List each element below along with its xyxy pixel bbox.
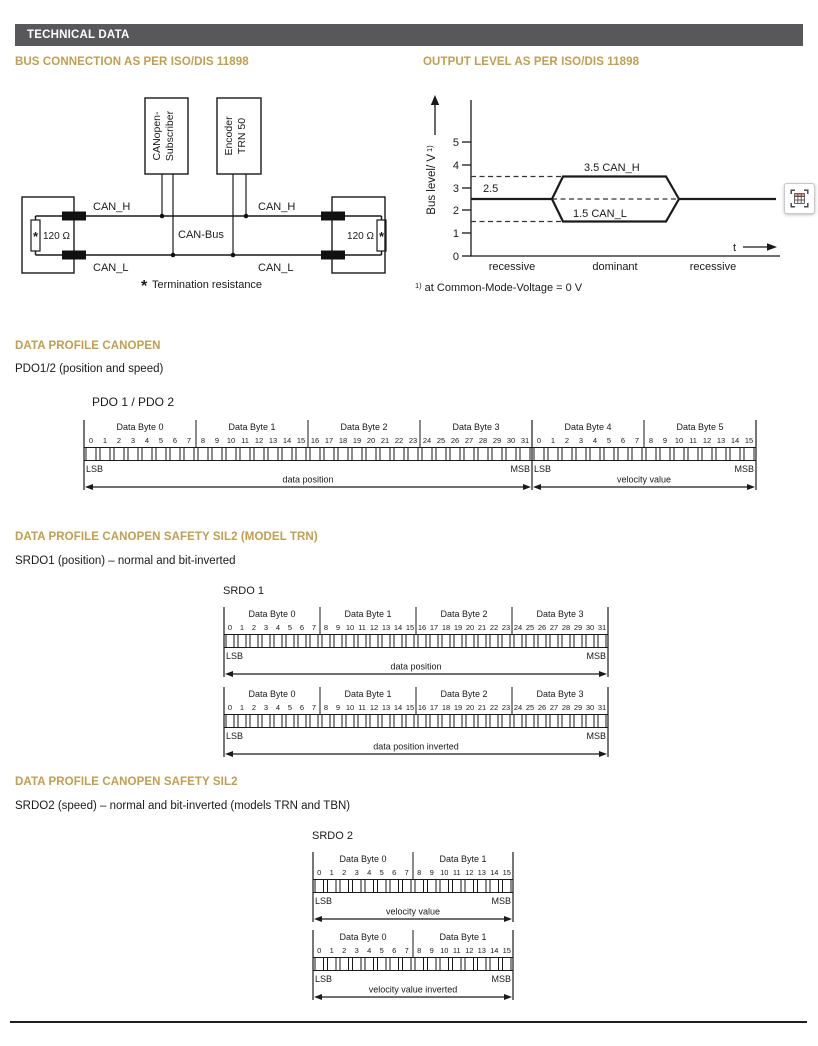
- bit-number: 2: [342, 946, 347, 955]
- lsb-label: LSB: [86, 464, 104, 474]
- bit-number: 6: [299, 703, 305, 712]
- output-level-heading: OUTPUT LEVEL AS PER ISO/DIS 11898: [423, 56, 640, 68]
- output-level-chart: [405, 85, 818, 300]
- encoder-box-label-line1: Encoder: [223, 116, 235, 156]
- srdo2-bitfield-diagram-inverted: [312, 930, 514, 1009]
- bit-number: 8: [417, 946, 422, 955]
- svg-text:dominant: dominant: [592, 261, 638, 273]
- bit-number: 1: [239, 623, 245, 632]
- bit-number: 25: [436, 436, 446, 445]
- bit-number: 6: [299, 623, 305, 632]
- bit-number: 2: [342, 868, 347, 877]
- bit-number: 13: [268, 436, 278, 445]
- recessive-level-label: 2.5: [483, 183, 499, 195]
- bit-number: 15: [405, 623, 415, 632]
- can-l-label-left: CAN_L: [93, 262, 129, 274]
- subscriber-box-label-line1: CANopen-: [151, 111, 163, 161]
- pdo-subtitle: PDO1/2 (position and speed): [15, 363, 164, 375]
- can-bus-label: CAN-Bus: [178, 229, 224, 241]
- span-label: velocity value: [616, 474, 672, 485]
- bit-number: 29: [573, 623, 583, 632]
- bit-number: 3: [578, 436, 584, 445]
- bit-number: 1: [550, 436, 556, 445]
- bit-number: 13: [381, 623, 391, 632]
- bitfield-svg: [312, 852, 514, 926]
- byte-label: Data Byte 1: [344, 689, 392, 699]
- bit-number: 8: [323, 623, 329, 632]
- bit-number: 0: [536, 436, 542, 445]
- table-capture-icon: [790, 189, 809, 208]
- bit-number: 12: [702, 436, 712, 445]
- srdo2-bitfield-diagram-normal: [312, 852, 514, 931]
- byte-label: Data Byte 1: [228, 422, 276, 432]
- bit-number: 1: [102, 436, 108, 445]
- bit-number: 4: [275, 703, 281, 712]
- byte-label: Data Byte 0: [339, 854, 387, 864]
- bit-number: 11: [452, 946, 461, 955]
- bit-number: 8: [200, 436, 206, 445]
- bit-number: 15: [744, 436, 754, 445]
- bit-number: 23: [501, 703, 511, 712]
- bit-number: 21: [477, 703, 487, 712]
- span-label: data position: [390, 661, 442, 672]
- bit-number: 28: [478, 436, 488, 445]
- bit-number: 7: [186, 436, 192, 445]
- bit-number: 17: [324, 436, 334, 445]
- lsb-label: LSB: [534, 464, 552, 474]
- phase-labels: [489, 261, 736, 273]
- bit-number: 11: [452, 868, 461, 877]
- bit-number: 12: [369, 623, 379, 632]
- byte-label: Data Byte 2: [340, 422, 388, 432]
- bit-number: 1: [329, 868, 334, 877]
- byte-label: Data Byte 3: [536, 609, 584, 619]
- bit-number: 0: [227, 703, 233, 712]
- byte-label: Data Byte 5: [676, 422, 724, 432]
- msb-label: MSB: [586, 731, 606, 741]
- bit-number: 20: [366, 436, 376, 445]
- y-axis-label: Bus level/ $V^{1)}$: [425, 145, 438, 215]
- span-label: data position inverted: [373, 741, 459, 752]
- bit-number: 6: [392, 868, 397, 877]
- bit-number: 19: [352, 436, 362, 445]
- lsb-label: LSB: [226, 731, 244, 741]
- encoder-box-label-line2: TRN 50: [236, 117, 248, 155]
- bit-number: 17: [429, 703, 439, 712]
- bit-number: 2: [116, 436, 122, 445]
- termination-asterisk-left: *: [32, 229, 39, 244]
- svg-text:0: 0: [452, 251, 459, 263]
- svg-text:3: 3: [452, 183, 459, 195]
- bit-number: 30: [585, 703, 595, 712]
- msb-label: MSB: [491, 974, 511, 984]
- bit-number: 2: [251, 623, 257, 632]
- table-capture-button[interactable]: [784, 183, 815, 214]
- bit-number: 11: [358, 703, 366, 712]
- bit-number: 25: [525, 623, 535, 632]
- srdo1-bitfield-diagram-inverted: [223, 687, 609, 766]
- srdo1-subtitle: SRDO1 (position) – normal and bit-inverted: [15, 555, 236, 567]
- bit-number: 12: [465, 868, 474, 877]
- bit-number: 7: [404, 946, 409, 955]
- bit-number: 5: [379, 946, 384, 955]
- bit-number: 9: [335, 703, 341, 712]
- bit-number: 9: [662, 436, 668, 445]
- bit-number: 9: [429, 868, 434, 877]
- byte-label: Data Byte 2: [440, 609, 488, 619]
- bit-number: 27: [549, 623, 559, 632]
- bit-number: 2: [564, 436, 570, 445]
- span-label: velocity value: [385, 906, 441, 917]
- byte-label: Data Byte 2: [440, 689, 488, 699]
- bit-number: 8: [417, 868, 422, 877]
- bitfield-svg: [312, 930, 514, 1004]
- bit-number: 6: [392, 946, 397, 955]
- bitfield-svg: [83, 420, 757, 494]
- bit-number: 1: [329, 946, 334, 955]
- lsb-label: LSB: [315, 974, 333, 984]
- bit-number: 20: [465, 703, 475, 712]
- bit-number: 27: [464, 436, 474, 445]
- bit-number: 27: [549, 703, 559, 712]
- bit-number: 12: [369, 703, 379, 712]
- bit-number: 15: [502, 946, 511, 955]
- bit-number: 22: [394, 436, 404, 445]
- bitfield-svg: [223, 687, 609, 761]
- svg-text:5: 5: [452, 137, 459, 149]
- byte-label: Data Byte 3: [536, 689, 584, 699]
- byte-label: Data Byte 0: [248, 609, 296, 619]
- bit-number: 24: [513, 703, 523, 712]
- bit-number: 29: [492, 436, 502, 445]
- msb-label: MSB: [491, 896, 511, 906]
- bit-number: 16: [417, 703, 427, 712]
- byte-label: Data Byte 1: [439, 932, 487, 942]
- bit-number: 18: [338, 436, 348, 445]
- bit-number: 10: [674, 436, 684, 445]
- bit-number: 28: [561, 703, 571, 712]
- bit-number: 10: [440, 946, 449, 955]
- bit-number: 16: [310, 436, 320, 445]
- bit-number: 18: [441, 703, 451, 712]
- bit-number: 31: [520, 436, 530, 445]
- srdo1-diagram-title: SRDO 1: [223, 585, 264, 597]
- t-axis-label: t: [733, 242, 737, 254]
- span-label: velocity value inverted: [368, 984, 458, 995]
- bit-number: 7: [634, 436, 640, 445]
- bit-number: 22: [489, 703, 499, 712]
- bit-number: 24: [513, 623, 523, 632]
- srdo2-subtitle: SRDO2 (speed) – normal and bit-inverted (models TRN and TBN): [15, 800, 351, 812]
- bit-number: 14: [490, 868, 499, 877]
- bit-number: 0: [317, 868, 322, 877]
- bit-number: 19: [453, 623, 463, 632]
- bit-number: 10: [440, 868, 449, 877]
- can-h-label-right: CAN_H: [258, 201, 296, 213]
- bit-number: 22: [489, 623, 499, 632]
- bit-number: 4: [275, 623, 281, 632]
- bit-number: 26: [537, 623, 547, 632]
- can-l-level-label: 1.5 CAN_L: [573, 208, 627, 220]
- svg-text:2: 2: [452, 205, 459, 217]
- bitfield-svg: [223, 607, 609, 681]
- bit-number: 14: [730, 436, 740, 445]
- bit-number: 13: [381, 703, 391, 712]
- bit-number: 15: [502, 868, 511, 877]
- bit-number: 4: [367, 868, 372, 877]
- bit-number: 10: [345, 623, 355, 632]
- bit-number: 7: [404, 868, 409, 877]
- page-title: TECHNICAL DATA: [27, 29, 130, 41]
- span-label: data position: [282, 474, 334, 485]
- can-h-level-label: 3.5 CAN_H: [584, 162, 640, 174]
- bit-number: 5: [606, 436, 612, 445]
- termination-note: Termination resistance: [152, 279, 263, 291]
- section-header-bar: [15, 24, 803, 46]
- bit-number: 8: [323, 703, 329, 712]
- byte-label: Data Byte 0: [116, 422, 164, 432]
- bit-number: 14: [282, 436, 292, 445]
- byte-label: Data Byte 1: [439, 854, 487, 864]
- msb-label: MSB: [510, 464, 530, 474]
- node-boxes: [22, 98, 385, 273]
- bit-number: 9: [429, 946, 434, 955]
- bit-number: 26: [537, 703, 547, 712]
- bit-number: 23: [408, 436, 418, 445]
- svg-text:recessive: recessive: [488, 261, 536, 273]
- bit-number: 15: [405, 703, 415, 712]
- bit-number: 5: [287, 623, 293, 632]
- bit-number: 21: [477, 623, 487, 632]
- resistor-value-right: 120 Ω: [347, 231, 374, 242]
- bit-number: 0: [227, 623, 233, 632]
- bit-number: 14: [393, 703, 403, 712]
- bit-number: 25: [525, 703, 535, 712]
- bit-number: 31: [597, 703, 607, 712]
- bit-number: 0: [88, 436, 94, 445]
- bit-number: 14: [490, 946, 499, 955]
- resistor-value-left: 120 Ω: [43, 231, 70, 242]
- termination-note-asterisk: *: [141, 278, 148, 295]
- bit-number: 13: [477, 946, 486, 955]
- bit-number: 20: [465, 623, 475, 632]
- bit-number: 18: [441, 623, 451, 632]
- bit-number: 31: [597, 623, 607, 632]
- bit-number: 3: [130, 436, 136, 445]
- bit-number: 24: [422, 436, 432, 445]
- svg-text:recessive: recessive: [689, 261, 737, 273]
- bit-number: 9: [335, 623, 341, 632]
- bit-number: 12: [465, 946, 474, 955]
- bit-number: 11: [241, 436, 249, 445]
- byte-label: Data Byte 3: [452, 422, 500, 432]
- byte-label: Data Byte 0: [248, 689, 296, 699]
- bit-number: 3: [263, 623, 269, 632]
- bit-number: 13: [477, 868, 486, 877]
- bit-number: 1: [239, 703, 245, 712]
- bus-connection-heading: BUS CONNECTION AS PER ISO/DIS 11898: [15, 56, 249, 68]
- page-bottom-rule: [10, 1021, 807, 1023]
- bit-number: 16: [417, 623, 427, 632]
- srdo2-section-heading: DATA PROFILE CANOPEN SAFETY SIL2: [15, 776, 238, 788]
- msb-label: MSB: [734, 464, 754, 474]
- pdo-section-heading: DATA PROFILE CANOPEN: [15, 340, 161, 352]
- bit-number: 10: [345, 703, 355, 712]
- lsb-label: LSB: [315, 896, 333, 906]
- bit-number: 2: [251, 703, 257, 712]
- bit-number: 3: [354, 946, 359, 955]
- termination-asterisk-right: *: [378, 229, 385, 244]
- bit-number: 28: [561, 623, 571, 632]
- srdo2-diagram-title: SRDO 2: [312, 830, 353, 842]
- bit-number: 0: [317, 946, 322, 955]
- bit-number: 30: [585, 623, 595, 632]
- table-glyph: [795, 194, 805, 204]
- bit-number: 23: [501, 623, 511, 632]
- bit-number: 26: [450, 436, 460, 445]
- bit-number: 12: [254, 436, 264, 445]
- bit-number: 5: [287, 703, 293, 712]
- bit-number: 3: [354, 868, 359, 877]
- bit-number: 3: [263, 703, 269, 712]
- pdo-bitfield-diagram: [83, 420, 757, 499]
- bit-number: 19: [453, 703, 463, 712]
- bit-number: 4: [367, 946, 372, 955]
- bit-number: 4: [592, 436, 598, 445]
- bit-number: 17: [429, 623, 439, 632]
- subscriber-box-label-line2: Subscriber: [164, 110, 176, 162]
- byte-label: Data Byte 4: [564, 422, 612, 432]
- srdo1-section-heading: DATA PROFILE CANOPEN SAFETY SIL2 (MODEL TRN): [15, 531, 318, 543]
- drop-lines: [162, 174, 246, 255]
- bit-number: 6: [620, 436, 626, 445]
- bit-number: 7: [311, 623, 317, 632]
- pdo-diagram-title: PDO 1 / PDO 2: [92, 395, 175, 409]
- msb-label: MSB: [586, 651, 606, 661]
- bit-number: 11: [689, 436, 697, 445]
- can-h-label-left: CAN_H: [93, 201, 131, 213]
- byte-label: Data Byte 0: [339, 932, 387, 942]
- bit-number: 4: [144, 436, 150, 445]
- bit-number: 7: [311, 703, 317, 712]
- bit-number: 13: [716, 436, 726, 445]
- bit-number: 30: [506, 436, 516, 445]
- svg-text:4: 4: [452, 160, 459, 172]
- bus-connection-diagram: [0, 90, 400, 305]
- axes: [435, 100, 780, 257]
- y-tick-labels: [453, 137, 459, 263]
- byte-label: Data Byte 1: [344, 609, 392, 619]
- srdo1-bitfield-diagram-normal: [223, 607, 609, 686]
- bit-number: 6: [172, 436, 178, 445]
- bit-number: 21: [380, 436, 390, 445]
- bit-number: 10: [226, 436, 236, 445]
- bit-number: 29: [573, 703, 583, 712]
- bit-number: 8: [648, 436, 654, 445]
- svg-text:1: 1: [452, 228, 459, 240]
- can-l-label-right: CAN_L: [258, 262, 294, 274]
- bit-number: 15: [296, 436, 306, 445]
- bit-number: 5: [158, 436, 164, 445]
- bit-number: 5: [379, 868, 384, 877]
- bit-number: 11: [358, 623, 366, 632]
- chart-footnote: $^{1)}$ at Common-Mode-Voltage = 0 V: [415, 281, 583, 294]
- lsb-label: LSB: [226, 651, 244, 661]
- bit-number: 14: [393, 623, 403, 632]
- bit-number: 9: [214, 436, 220, 445]
